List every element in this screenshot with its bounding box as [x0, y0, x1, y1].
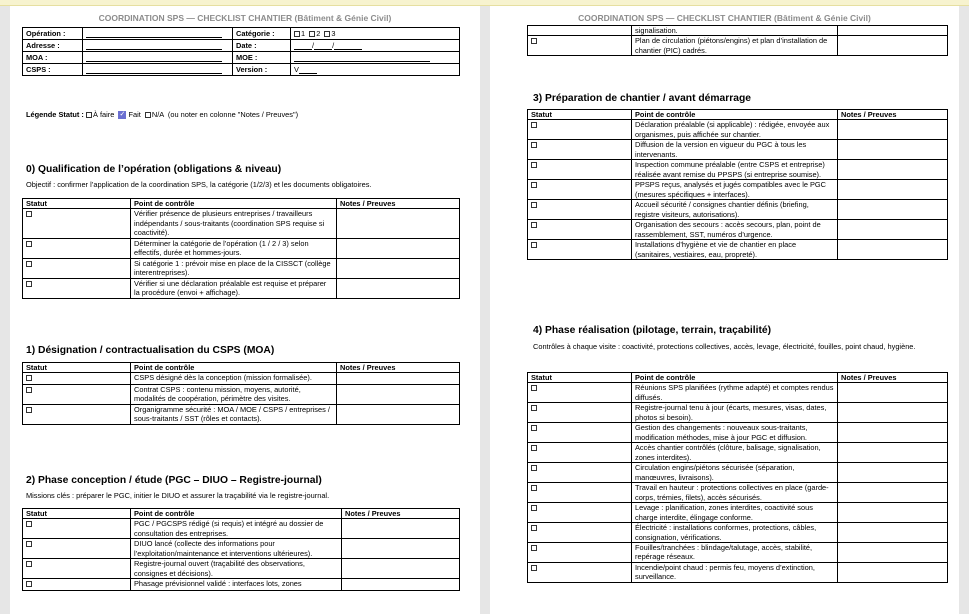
section-1-title: 1) Désignation / contractualisation du CSPS (MOA)	[26, 345, 275, 356]
section-2-table	[22, 508, 460, 591]
table-row	[528, 503, 948, 523]
status-cell[interactable]	[528, 463, 632, 483]
status-cell[interactable]	[528, 180, 632, 200]
operation-field[interactable]	[83, 28, 233, 40]
status-cell[interactable]	[23, 579, 131, 590]
status-checkbox[interactable]	[531, 182, 537, 188]
status-checkbox[interactable]	[531, 222, 537, 228]
point-cell: Déterminer la catégorie de l’opération (1 / 2 / 3) selon effectifs, durée et hommes-jours.	[131, 238, 337, 258]
date-label: Date :	[233, 40, 291, 52]
table-row	[23, 258, 460, 278]
status-checkbox[interactable]	[531, 242, 537, 248]
point-cell: PPSPS reçus, analysés et jugés compatibles avec le PGC (mesures spécifiques + interfaces).	[632, 180, 838, 200]
table-row	[23, 373, 460, 384]
status-checkbox[interactable]	[26, 541, 32, 547]
table-row	[528, 140, 948, 160]
section-4-title: 4) Phase réalisation (pilotage, terrain, traçabilité)	[533, 325, 772, 336]
status-cell[interactable]	[528, 423, 632, 443]
legend-done: Fait	[128, 110, 141, 119]
status-checkbox[interactable]	[531, 465, 537, 471]
table-row	[528, 180, 948, 200]
col-notes: Notes / Preuves	[342, 509, 460, 519]
point-cell: Phasage prévisionnel validé : interfaces lots, zones	[131, 579, 342, 590]
table-row	[23, 579, 460, 590]
csps-label: CSPS :	[23, 64, 83, 76]
section-0-intro: Objectif : confirmer l’application de la coordination SPS, la catégorie (1/2/3) et les documents obligatoires.	[26, 180, 372, 189]
notes-cell[interactable]	[838, 220, 948, 240]
col-status: Statut	[23, 199, 131, 209]
table-row	[528, 26, 948, 36]
status-checkbox[interactable]	[531, 505, 537, 511]
notes-cell[interactable]	[337, 278, 460, 298]
point-cell: Inspection commune préalable (entre CSPS et entreprise) réalisée avant remise du PPSPS (si entreprise soumise).	[632, 160, 838, 180]
version-prefix: V	[294, 64, 299, 74]
notes-cell[interactable]	[337, 384, 460, 404]
col-notes: Notes / Preuves	[838, 373, 948, 383]
notes-cell[interactable]	[342, 579, 460, 590]
status-checkbox[interactable]	[531, 142, 537, 148]
section-2-title: 2) Phase conception / étude (PGC – DIUO – Registre-journal)	[26, 475, 322, 486]
point-cell: Organigramme sécurité : MOA / MOE / CSPS / entreprises / sous-traitants / SST (rôles et contacts).	[131, 404, 337, 424]
cat-3-checkbox[interactable]	[324, 31, 330, 37]
notes-cell[interactable]	[838, 120, 948, 140]
status-checkbox[interactable]	[531, 385, 537, 391]
status-cell[interactable]	[23, 384, 131, 404]
table-row	[528, 200, 948, 220]
cat-1-checkbox[interactable]	[294, 31, 300, 37]
table-row	[528, 220, 948, 240]
status-cell[interactable]	[23, 404, 131, 424]
status-cell[interactable]	[23, 238, 131, 258]
col-status: Statut	[528, 373, 632, 383]
point-cell: Registre-journal tenu à jour (écarts, mesures, visas, dates, photos si besoin).	[632, 403, 838, 423]
adresse-label: Adresse :	[23, 40, 83, 52]
status-cell[interactable]	[528, 443, 632, 463]
status-checkbox[interactable]	[26, 521, 32, 527]
status-checkbox[interactable]	[531, 425, 537, 431]
moa-field[interactable]	[83, 52, 233, 64]
legend-label: Légende Statut :	[26, 110, 84, 119]
version-label: Version :	[233, 64, 291, 76]
notes-cell[interactable]	[838, 503, 948, 523]
point-cell: Circulation engins/piétons sécurisée (séparation, manœuvres, livraisons).	[632, 463, 838, 483]
status-cell[interactable]	[23, 373, 131, 384]
point-cell: DIUO lancé (collecte des informations pour l’exploitation/maintenance et interventions ultérieures).	[131, 539, 342, 559]
point-cell: Incendie/point chaud : permis feu, moyens d’extinction, surveillance.	[632, 562, 838, 582]
legend-na-box	[145, 112, 151, 118]
status-checkbox[interactable]	[531, 405, 537, 411]
notes-cell[interactable]	[838, 483, 948, 503]
cat-1-label: 1	[301, 28, 306, 38]
col-status: Statut	[23, 509, 131, 519]
col-point: Point de contrôle	[632, 373, 838, 383]
cat-3-label: 3	[331, 28, 336, 38]
point-cell: Fouilles/tranchées : blindage/talutage, accès, stabilité, repérage réseaux.	[632, 542, 838, 562]
table-row	[528, 403, 948, 423]
notes-cell[interactable]	[838, 383, 948, 403]
point-cell: Diffusion de la version en vigueur du PGC à tous les intervenants.	[632, 140, 838, 160]
point-cell: Déclaration préalable (si applicable) : rédigée, envoyée aux organismes, puis affichée sur chantier.	[632, 120, 838, 140]
status-checkbox[interactable]	[531, 565, 537, 571]
table-row	[528, 443, 948, 463]
table-row	[23, 519, 460, 539]
version-field[interactable]	[291, 64, 460, 76]
status-checkbox[interactable]	[26, 561, 32, 567]
section-4-table	[527, 372, 948, 583]
point-cell: Accès chantier contrôlés (clôture, balisage, signalisation, zones interdites).	[632, 443, 838, 463]
col-point: Point de contrôle	[131, 363, 337, 373]
status-checkbox[interactable]	[531, 202, 537, 208]
table-row	[23, 404, 460, 424]
table-row	[528, 423, 948, 443]
document-page-right	[490, 6, 959, 614]
status-cell[interactable]	[23, 278, 131, 298]
point-cell: Installations d’hygiène et vie de chantier en place (sanitaires, vestiaires, eau, propreté).	[632, 240, 838, 260]
legend	[26, 110, 298, 119]
notes-cell[interactable]	[342, 559, 460, 579]
status-checkbox[interactable]	[26, 581, 32, 587]
adresse-field[interactable]	[83, 40, 233, 52]
legend-note: (ou noter en colonne "Notes / Preuves")	[167, 110, 299, 119]
notes-cell[interactable]	[838, 26, 948, 36]
status-checkbox[interactable]	[531, 38, 537, 44]
csps-field[interactable]	[83, 64, 233, 76]
notes-cell[interactable]	[838, 423, 948, 443]
status-checkbox[interactable]	[531, 485, 537, 491]
table-row	[528, 542, 948, 562]
point-cell: Réunions SPS planifiées (rythme adapté) et comptes rendus diffusés.	[632, 383, 838, 403]
point-cell: PGC / PGCSPS rédigé (si requis) et intégré au dossier de consultation des entreprises.	[131, 519, 342, 539]
status-cell[interactable]	[528, 240, 632, 260]
notes-cell[interactable]	[838, 542, 948, 562]
point-cell: Vérifier si une déclaration préalable est requise et préparer la procédure (envoi + affichage).	[131, 278, 337, 298]
status-cell[interactable]	[528, 403, 632, 423]
categorie-label: Catégorie :	[233, 28, 291, 40]
col-notes: Notes / Preuves	[337, 199, 460, 209]
point-cell: Registre-journal ouvert (traçabilité des observations, consignes et décisions).	[131, 559, 342, 579]
notes-cell[interactable]	[337, 258, 460, 278]
point-cell: CSPS désigné dès la conception (mission formalisée).	[131, 373, 337, 384]
notes-cell[interactable]	[838, 523, 948, 543]
notes-cell[interactable]	[342, 519, 460, 539]
notes-cell[interactable]	[337, 238, 460, 258]
section-2-intro: Missions clés : préparer le PGC, initier le DIUO et assurer la traçabilité via le registre-journal.	[26, 491, 330, 500]
table-row	[528, 120, 948, 140]
table-row	[23, 209, 460, 238]
table-row	[528, 523, 948, 543]
notes-cell[interactable]	[838, 562, 948, 582]
col-point: Point de contrôle	[131, 509, 342, 519]
operation-label: Opération :	[23, 28, 83, 40]
status-checkbox[interactable]	[26, 407, 32, 413]
status-cell[interactable]	[528, 220, 632, 240]
table-row	[528, 383, 948, 403]
notes-cell[interactable]	[337, 404, 460, 424]
section-0-title: 0) Qualification de l’opération (obligations & niveau)	[26, 164, 282, 175]
date-sep-1: /	[312, 40, 315, 50]
status-checkbox[interactable]	[26, 241, 32, 247]
page-header: COORDINATION SPS — CHECKLIST CHANTIER (Bâtiment & Génie Civil)	[98, 13, 392, 23]
status-cell[interactable]	[528, 120, 632, 140]
status-cell[interactable]	[528, 36, 632, 56]
status-cell[interactable]	[528, 26, 632, 36]
notes-cell[interactable]	[838, 403, 948, 423]
col-notes: Notes / Preuves	[337, 363, 460, 373]
point-cell: Électricité : installations conformes, protections, câbles, consignation, vérifications.	[632, 523, 838, 543]
status-checkbox[interactable]	[26, 211, 32, 217]
notes-cell[interactable]	[838, 180, 948, 200]
status-cell[interactable]	[23, 519, 131, 539]
cat-2-label: 2	[316, 28, 321, 38]
moe-field[interactable]	[291, 52, 460, 64]
table-row	[528, 36, 948, 56]
point-cell: Si catégorie 1 : prévoir mise en place de la CISSCT (collège interentreprises).	[131, 258, 337, 278]
col-status: Statut	[528, 110, 632, 120]
legend-todo: À faire	[92, 110, 115, 119]
notes-cell[interactable]	[838, 140, 948, 160]
table-row	[528, 463, 948, 483]
status-checkbox[interactable]	[26, 261, 32, 267]
section-4-intro: Contrôles à chaque visite : coactivité, protections collectives, accès, levage, électricité, fouilles, point chaud, hygiène.	[533, 342, 916, 351]
status-checkbox[interactable]	[531, 525, 537, 531]
status-cell[interactable]	[528, 483, 632, 503]
legend-todo-box	[86, 112, 92, 118]
moa-label: MOA :	[23, 52, 83, 64]
status-checkbox[interactable]	[531, 122, 537, 128]
table-row	[528, 240, 948, 260]
date-sep-2: /	[332, 40, 335, 50]
status-cell[interactable]	[23, 209, 131, 238]
legend-na: N/A	[151, 110, 164, 119]
notes-cell[interactable]	[838, 443, 948, 463]
notes-cell[interactable]	[838, 200, 948, 220]
status-cell[interactable]	[528, 140, 632, 160]
status-cell[interactable]	[528, 503, 632, 523]
point-cell: Vérifier présence de plusieurs entreprises / travailleurs indépendants / sous-traitants (coordination SPS requise si coactivité).	[131, 209, 337, 238]
point-cell: signalisation.	[632, 26, 838, 36]
notes-cell[interactable]	[838, 160, 948, 180]
page-header: COORDINATION SPS — CHECKLIST CHANTIER (Bâtiment & Génie Civil)	[578, 13, 871, 23]
col-status: Statut	[23, 363, 131, 373]
status-cell[interactable]	[528, 523, 632, 543]
status-checkbox[interactable]	[531, 162, 537, 168]
document-page-left	[10, 6, 480, 614]
categorie-field[interactable]	[291, 28, 460, 40]
section-3-table	[527, 109, 948, 260]
point-cell: Contrat CSPS : contenu mission, moyens, autorité, modalités de coopération, périmètre des visites.	[131, 384, 337, 404]
table-row	[23, 238, 460, 258]
table-row	[528, 483, 948, 503]
point-cell: Plan de circulation (piétons/engins) et plan d’installation de chantier (PIC) cadrés.	[632, 36, 838, 56]
table-row	[528, 160, 948, 180]
notes-cell[interactable]	[337, 209, 460, 238]
col-point: Point de contrôle	[632, 110, 838, 120]
status-cell[interactable]	[23, 258, 131, 278]
col-point: Point de contrôle	[131, 199, 337, 209]
date-field[interactable]	[291, 40, 460, 52]
notes-cell[interactable]	[342, 539, 460, 559]
point-cell: Travail en hauteur : protections collectives en place (garde-corps, trémies, filets), accès sécurisés.	[632, 483, 838, 503]
meta-table	[22, 27, 460, 76]
notes-cell[interactable]	[838, 463, 948, 483]
status-checkbox[interactable]	[26, 375, 32, 381]
status-cell[interactable]	[528, 383, 632, 403]
status-cell[interactable]	[528, 160, 632, 180]
legend-done-checkbox: ✓	[119, 111, 126, 119]
status-checkbox[interactable]	[531, 545, 537, 551]
status-cell[interactable]	[23, 559, 131, 579]
notes-cell[interactable]	[838, 36, 948, 56]
section-2-continued-table	[527, 25, 948, 56]
col-notes: Notes / Preuves	[838, 110, 948, 120]
point-cell: Gestion des changements : nouveaux sous-traitants, modification méthodes, mise à jour PGC et diffusion.	[632, 423, 838, 443]
notes-cell[interactable]	[838, 240, 948, 260]
table-row	[23, 384, 460, 404]
moe-label: MOE :	[233, 52, 291, 64]
section-0-table	[22, 198, 460, 299]
table-row	[23, 278, 460, 298]
point-cell: Levage : planification, zones interdites, coactivité sous charge interdite, élingage conforme.	[632, 503, 838, 523]
status-cell[interactable]	[528, 200, 632, 220]
cat-2-checkbox[interactable]	[309, 31, 315, 37]
point-cell: Accueil sécurité / consignes chantier définis (briefing, registre visiteurs, autorisations).	[632, 200, 838, 220]
status-checkbox[interactable]	[26, 387, 32, 393]
table-row	[23, 539, 460, 559]
section-3-title: 3) Préparation de chantier / avant démarrage	[533, 93, 752, 104]
table-row	[528, 562, 948, 582]
table-row	[23, 559, 460, 579]
point-cell: Organisation des secours : accès secours, plan, point de rassemblement, SST, numéros d’urgence.	[632, 220, 838, 240]
status-checkbox[interactable]	[26, 281, 32, 287]
notes-cell[interactable]	[337, 373, 460, 384]
status-checkbox[interactable]	[531, 445, 537, 451]
status-cell[interactable]	[528, 542, 632, 562]
status-cell[interactable]	[528, 562, 632, 582]
section-1-table	[22, 362, 460, 425]
status-cell[interactable]	[23, 539, 131, 559]
